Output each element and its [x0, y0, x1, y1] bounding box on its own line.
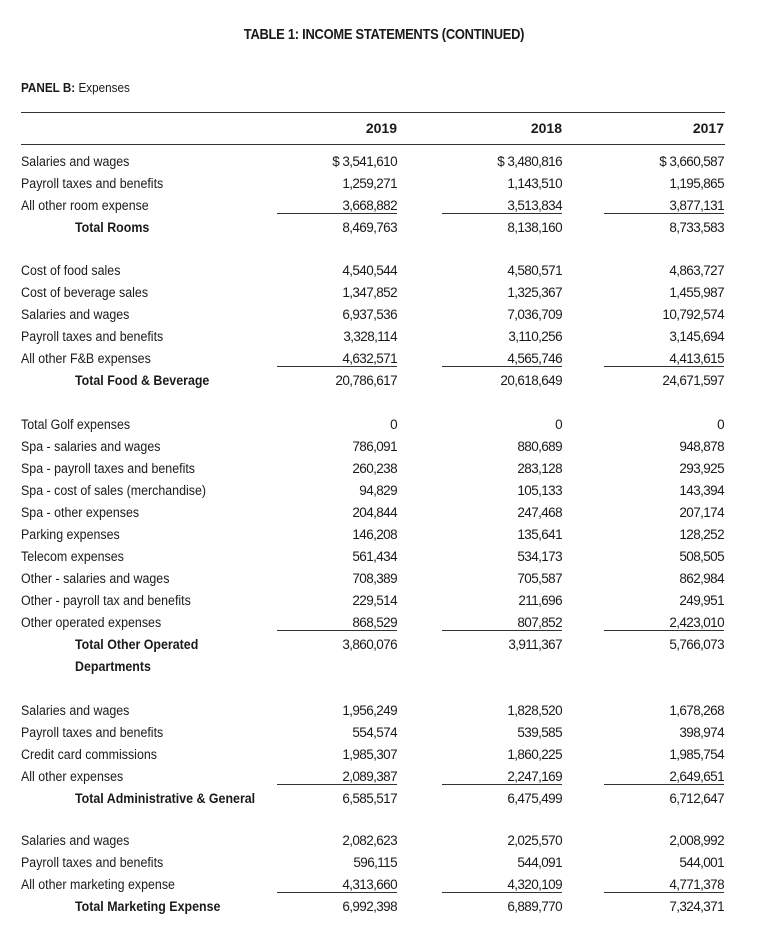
value-cell-2017: 948,878: [679, 439, 724, 454]
table-row: [0, 176, 768, 198]
row-label: Telecom expenses: [21, 549, 124, 564]
table-row: [0, 855, 768, 877]
table-row: [0, 285, 768, 307]
panel-label: PANEL B:: [21, 80, 76, 95]
row-label: Other - payroll tax and benefits: [21, 593, 191, 608]
value-cell-2018: 135,641: [517, 527, 562, 542]
table-row: [0, 505, 768, 527]
value-cell-2019: 4,540,544: [342, 263, 397, 278]
row-label: Cost of food sales: [21, 263, 121, 278]
row-label: Spa - cost of sales (merchandise): [21, 483, 207, 498]
value-cell-2018: 2,247,169: [442, 769, 562, 785]
value-cell-2019: 20,786,617: [335, 373, 397, 388]
value-cell-2017: 6,712,647: [669, 791, 724, 806]
total-row: [0, 373, 768, 395]
value-cell-2018: 6,475,499: [507, 791, 562, 806]
value-cell-2017: 4,413,615: [604, 351, 724, 367]
row-label: Credit card commissions: [21, 747, 157, 762]
value-cell-2017: 8,733,583: [669, 220, 724, 235]
value-cell-2017: 7,324,371: [669, 899, 724, 914]
value-cell-2018: 2,025,570: [507, 833, 562, 848]
value-cell-2018: 4,320,109: [442, 877, 562, 893]
value-cell-2017: 249,951: [679, 593, 724, 608]
table-row: [0, 615, 768, 637]
value-cell-2017: 10,792,574: [662, 307, 724, 322]
row-label: Spa - other expenses: [21, 505, 140, 520]
table-row: [0, 549, 768, 571]
value-cell-2017: 3,145,694: [669, 329, 724, 344]
value-cell-2018: 534,173: [517, 549, 562, 564]
row-label: Payroll taxes and benefits: [21, 855, 164, 870]
value-cell-2019: 596,115: [353, 855, 397, 870]
value-cell-2017: 128,252: [679, 527, 724, 542]
value-cell-2018: 8,138,160: [507, 220, 562, 235]
row-label: Total Golf expenses: [21, 417, 131, 432]
year-header-2017: 2017: [692, 120, 724, 136]
total-label-line2: Departments: [75, 659, 151, 674]
value-cell-2019: 229,514: [352, 593, 397, 608]
value-cell-2018: 247,468: [517, 505, 562, 520]
value-cell-2017: 1,455,987: [669, 285, 724, 300]
value-cell-2017: 143,394: [679, 483, 724, 498]
value-cell-2017: 1,985,754: [669, 747, 724, 762]
value-cell-2018: 1,325,367: [507, 285, 562, 300]
value-cell-2018: 211,696: [518, 593, 562, 608]
table-row: [0, 833, 768, 855]
header-rule: [21, 144, 725, 145]
value-cell-2017: 398,974: [679, 725, 724, 740]
value-cell-2019: 554,574: [352, 725, 397, 740]
total-label: Total Administrative & General: [75, 791, 256, 806]
value-cell-2017: 4,863,727: [669, 263, 724, 278]
year-header-2019: 2019: [365, 120, 397, 136]
value-cell-2018: 20,618,649: [500, 373, 562, 388]
row-label: Salaries and wages: [21, 154, 130, 169]
value-cell-2018: 3,110,256: [508, 329, 562, 344]
value-cell-2018: 1,143,510: [507, 176, 562, 191]
value-cell-2017: 3,877,131: [604, 198, 724, 214]
value-cell-2018: $ 3,480,816: [497, 154, 562, 169]
value-cell-2019: 146,208: [352, 527, 397, 542]
value-cell-2017: 2,649,651: [604, 769, 724, 785]
row-label: Salaries and wages: [21, 833, 130, 848]
row-label: Cost of beverage sales: [21, 285, 149, 300]
row-label: Parking expenses: [21, 527, 120, 542]
value-cell-2019: 6,992,398: [342, 899, 397, 914]
value-cell-2017: 1,678,268: [669, 703, 724, 718]
value-cell-2018: 1,828,520: [507, 703, 562, 718]
total-row: [0, 220, 768, 242]
panel-heading: [21, 80, 130, 95]
row-label: Other operated expenses: [21, 615, 162, 630]
row-label: Other - salaries and wages: [21, 571, 170, 586]
value-cell-2018: 705,587: [517, 571, 562, 586]
table-row: [0, 769, 768, 791]
value-cell-2019: 708,389: [352, 571, 397, 586]
value-cell-2017: 5,766,073: [669, 637, 724, 652]
value-cell-2017: 544,001: [679, 855, 724, 870]
value-cell-2017: 24,671,597: [662, 373, 724, 388]
value-cell-2019: 204,844: [352, 505, 397, 520]
value-cell-2018: 4,565,746: [442, 351, 562, 367]
value-cell-2019: $ 3,541,610: [332, 154, 397, 169]
value-cell-2019: 8,469,763: [342, 220, 397, 235]
table-row: [0, 417, 768, 439]
row-label: All other marketing expense: [21, 877, 175, 892]
value-cell-2018: 3,911,367: [508, 637, 562, 652]
table-row: [0, 703, 768, 725]
panel-name: Expenses: [78, 80, 130, 95]
value-cell-2019: 6,937,536: [342, 307, 397, 322]
value-cell-2017: 508,505: [679, 549, 724, 564]
table-row: [0, 198, 768, 220]
value-cell-2018: 807,852: [442, 615, 562, 631]
table-row: [0, 593, 768, 615]
value-cell-2019: 0: [390, 417, 397, 432]
table-row: [0, 527, 768, 549]
value-cell-2019: 1,956,249: [342, 703, 397, 718]
value-cell-2017: 0: [717, 417, 724, 432]
value-cell-2019: 6,585,517: [342, 791, 397, 806]
value-cell-2017: $ 3,660,587: [659, 154, 724, 169]
value-cell-2019: 94,829: [359, 483, 397, 498]
row-label: Salaries and wages: [21, 703, 130, 718]
total-label: Total Marketing Expense: [75, 899, 221, 914]
value-cell-2019: 3,860,076: [342, 637, 397, 652]
value-cell-2019: 868,529: [277, 615, 397, 631]
value-cell-2019: 260,238: [352, 461, 397, 476]
total-label: Total Other Operated: [75, 637, 199, 652]
table-row: [0, 439, 768, 461]
table-row: [0, 307, 768, 329]
row-label: All other F&B expenses: [21, 351, 151, 366]
table-row: [0, 263, 768, 285]
value-cell-2018: 7,036,709: [507, 307, 562, 322]
table-row: [0, 483, 768, 505]
table-row: [0, 329, 768, 351]
value-cell-2017: 4,771,378: [604, 877, 724, 893]
value-cell-2018: 539,585: [517, 725, 562, 740]
table-row: [0, 725, 768, 747]
value-cell-2019: 4,313,660: [277, 877, 397, 893]
value-cell-2019: 2,082,623: [342, 833, 397, 848]
value-cell-2017: 293,925: [679, 461, 724, 476]
value-cell-2018: 3,513,834: [442, 198, 562, 214]
value-cell-2019: 1,347,852: [342, 285, 397, 300]
value-cell-2018: 283,128: [517, 461, 562, 476]
value-cell-2019: 1,259,271: [342, 176, 397, 191]
value-cell-2017: 1,195,865: [669, 176, 724, 191]
table-row: [0, 877, 768, 899]
top-rule: [21, 112, 725, 113]
total-row: [0, 899, 768, 921]
total-row-continued: [0, 659, 768, 681]
table-row: [0, 571, 768, 593]
row-label: All other room expense: [21, 198, 149, 213]
row-label: Salaries and wages: [21, 307, 130, 322]
value-cell-2018: 105,133: [517, 483, 562, 498]
value-cell-2019: 561,434: [352, 549, 397, 564]
table-title: TABLE 1: INCOME STATEMENTS (CONTINUED): [243, 26, 525, 43]
total-row: [0, 791, 768, 813]
value-cell-2018: 4,580,571: [507, 263, 562, 278]
row-label: Spa - salaries and wages: [21, 439, 161, 454]
table-row: [0, 154, 768, 176]
row-label: Payroll taxes and benefits: [21, 329, 164, 344]
value-cell-2017: 862,984: [679, 571, 724, 586]
value-cell-2018: 880,689: [517, 439, 562, 454]
value-cell-2018: 544,091: [517, 855, 562, 870]
value-cell-2017: 2,423,010: [604, 615, 724, 631]
value-cell-2019: 4,632,571: [277, 351, 397, 367]
value-cell-2019: 3,328,114: [343, 329, 397, 344]
row-label: All other expenses: [21, 769, 124, 784]
row-label: Payroll taxes and benefits: [21, 725, 164, 740]
total-label: Total Rooms: [75, 220, 150, 235]
value-cell-2018: 1,860,225: [507, 747, 562, 762]
value-cell-2019: 3,668,882: [277, 198, 397, 214]
value-cell-2017: 2,008,992: [669, 833, 724, 848]
year-header-2018: 2018: [530, 120, 562, 136]
row-label: Payroll taxes and benefits: [21, 176, 164, 191]
row-label: Spa - payroll taxes and benefits: [21, 461, 195, 476]
total-row: [0, 637, 768, 659]
table-row: [0, 747, 768, 769]
total-label: Total Food & Beverage: [75, 373, 210, 388]
value-cell-2017: 207,174: [679, 505, 724, 520]
value-cell-2019: 2,089,387: [277, 769, 397, 785]
value-cell-2019: 786,091: [352, 439, 397, 454]
table-row: [0, 351, 768, 373]
value-cell-2018: 6,889,770: [507, 899, 562, 914]
table-row: [0, 461, 768, 483]
value-cell-2019: 1,985,307: [342, 747, 397, 762]
value-cell-2018: 0: [555, 417, 562, 432]
